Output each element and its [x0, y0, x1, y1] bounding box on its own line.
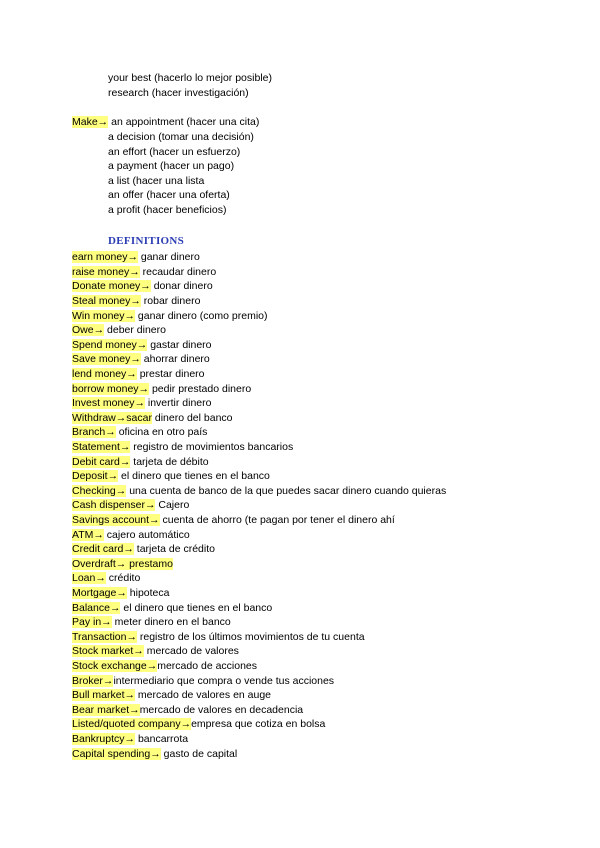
definition-text: robar dinero	[140, 295, 201, 307]
definition-row	[72, 543, 215, 557]
definition-term: Stock market→	[72, 645, 144, 657]
definition-row	[72, 689, 271, 703]
definition-term: Loan→	[72, 572, 106, 584]
definition-row	[72, 324, 166, 338]
definition-text: ahorrar dinero	[140, 353, 210, 365]
definition-row	[72, 353, 210, 367]
definition-term: Broker→	[72, 675, 114, 687]
definition-row	[72, 280, 213, 294]
definition-term: earn money→	[72, 251, 138, 263]
definition-text: cuenta de ahorro (te pagan por tener el dinero ahí	[159, 514, 395, 526]
definition-text: dinero del banco	[151, 412, 233, 424]
definition-row	[72, 733, 188, 747]
make-item: a list (hacer una lista	[108, 175, 205, 187]
definition-text: deber dinero	[104, 324, 166, 336]
definition-term: Win money→	[72, 310, 136, 322]
definition-term: Balance→	[72, 602, 121, 614]
definition-row	[72, 470, 270, 484]
definition-term: Bankruptcy→	[72, 733, 136, 745]
definition-text: gasto de capital	[160, 748, 238, 760]
make-item: a payment (hacer un pago)	[108, 160, 235, 172]
definition-text: mercado de valores en auge	[135, 689, 272, 701]
definition-row	[72, 339, 212, 353]
definition-term: ATM→	[72, 529, 104, 541]
definition-term: Spend money→	[72, 339, 148, 351]
definition-term: Credit card→	[72, 543, 134, 555]
definition-row	[72, 412, 233, 426]
definition-text: mercado de acciones	[157, 660, 258, 672]
definition-term: Donate money→	[72, 280, 151, 292]
definition-text: meter dinero en el banco	[111, 616, 231, 628]
definition-text: pedir prestado dinero	[149, 383, 252, 395]
definition-text: Cajero	[155, 499, 190, 511]
definition-row	[72, 426, 207, 440]
definition-row	[72, 514, 395, 528]
make-item: an effort (hacer un esfuerzo)	[108, 146, 241, 158]
definition-term: Steal money→	[72, 295, 141, 307]
definition-text: gastar dinero	[147, 339, 212, 351]
definition-row	[72, 310, 268, 324]
definition-term: Debit card→	[72, 456, 131, 468]
definition-term: Savings account→	[72, 514, 160, 526]
definition-row	[72, 529, 190, 543]
definition-text: cajero automático	[103, 529, 190, 541]
definition-term: raise money→	[72, 266, 140, 278]
definition-text: oficina en otro país	[115, 426, 208, 438]
definition-term: Withdraw→sacar	[72, 412, 152, 424]
definition-row	[72, 631, 365, 645]
definition-text: el dinero que tienes en el banco	[118, 470, 270, 482]
definition-text: invertir dinero	[144, 397, 212, 409]
definition-term: Overdraft→ prestamo	[72, 558, 173, 570]
definition-row	[72, 748, 237, 762]
definition-row	[72, 295, 200, 309]
definition-term: Save money→	[72, 353, 141, 365]
definition-term: Stock exchange→	[72, 660, 158, 672]
definition-text: registro de los últimos movimientos de tu cuenta	[136, 631, 365, 643]
intro-line: research (hacer investigación)	[108, 87, 249, 99]
definition-term: lend money→	[72, 368, 137, 380]
definition-term: Cash dispenser→	[72, 499, 156, 511]
make-first: an appointment (hacer una cita)	[108, 116, 260, 128]
definition-text: mercado de valores	[143, 645, 239, 657]
definition-text: prestar dinero	[136, 368, 205, 380]
make-term: Make→	[72, 116, 109, 128]
definition-term: Owe→	[72, 324, 105, 336]
definition-text: hipoteca	[126, 587, 170, 599]
definition-row	[72, 558, 173, 572]
definition-text: crédito	[105, 572, 141, 584]
definition-text: intermediario que compra o vende tus acciones	[113, 675, 335, 687]
definition-row	[72, 499, 189, 513]
definition-row	[72, 397, 211, 411]
definition-term: Transaction→	[72, 631, 137, 643]
make-line	[72, 116, 259, 130]
definition-text: registro de movimientos bancarios	[130, 441, 294, 453]
intro-line: your best (hacerlo lo mejor posible)	[108, 72, 272, 84]
definition-row	[72, 704, 303, 718]
definition-row	[72, 485, 446, 499]
definition-text: mercado de valores en decadencia	[139, 704, 304, 716]
definition-row	[72, 675, 334, 689]
definition-term: Invest money→	[72, 397, 145, 409]
definition-term: Bull market→	[72, 689, 136, 701]
definition-term: Bear market→	[72, 704, 140, 716]
definition-row	[72, 441, 293, 455]
definition-term: Statement→	[72, 441, 131, 453]
definition-text: donar dinero	[150, 280, 213, 292]
definition-text: una cuenta de banco de la que puedes sacar dinero cuando quieras	[126, 485, 447, 497]
definition-term: Listed/quoted company→	[72, 718, 192, 730]
definition-row	[72, 368, 205, 382]
definition-row	[72, 616, 231, 630]
definition-row	[72, 718, 325, 732]
definitions-heading: DEFINITIONS	[108, 235, 185, 247]
definition-text: tarjeta de crédito	[133, 543, 215, 555]
definition-text: recaudar dinero	[139, 266, 217, 278]
definition-text: el dinero que tienes en el banco	[120, 602, 273, 614]
definition-row	[72, 456, 209, 470]
definition-text: ganar dinero	[137, 251, 200, 263]
definition-row	[72, 266, 216, 280]
definition-row	[72, 602, 272, 616]
definition-text: empresa que cotiza en bolsa	[191, 718, 326, 730]
definition-term: Mortgage→	[72, 587, 127, 599]
definition-row	[72, 251, 200, 265]
definition-row	[72, 645, 239, 659]
definition-text: bancarrota	[135, 733, 189, 745]
definition-term: Branch→	[72, 426, 116, 438]
make-item: a decision (tomar una decisión)	[108, 131, 254, 143]
definition-term: Capital spending→	[72, 748, 161, 760]
definition-text: tarjeta de débito	[130, 456, 209, 468]
definition-row	[72, 572, 140, 586]
definition-term: Deposit→	[72, 470, 119, 482]
make-item: a profit (hacer beneficios)	[108, 204, 227, 216]
definition-text: ganar dinero (como premio)	[135, 310, 268, 322]
definition-term: Pay in→	[72, 616, 112, 628]
definition-row	[72, 587, 169, 601]
definition-row	[72, 660, 257, 674]
definition-term: Checking→	[72, 485, 127, 497]
make-item: an offer (hacer una oferta)	[108, 189, 230, 201]
definition-row	[72, 383, 251, 397]
definition-term: borrow money→	[72, 383, 150, 395]
